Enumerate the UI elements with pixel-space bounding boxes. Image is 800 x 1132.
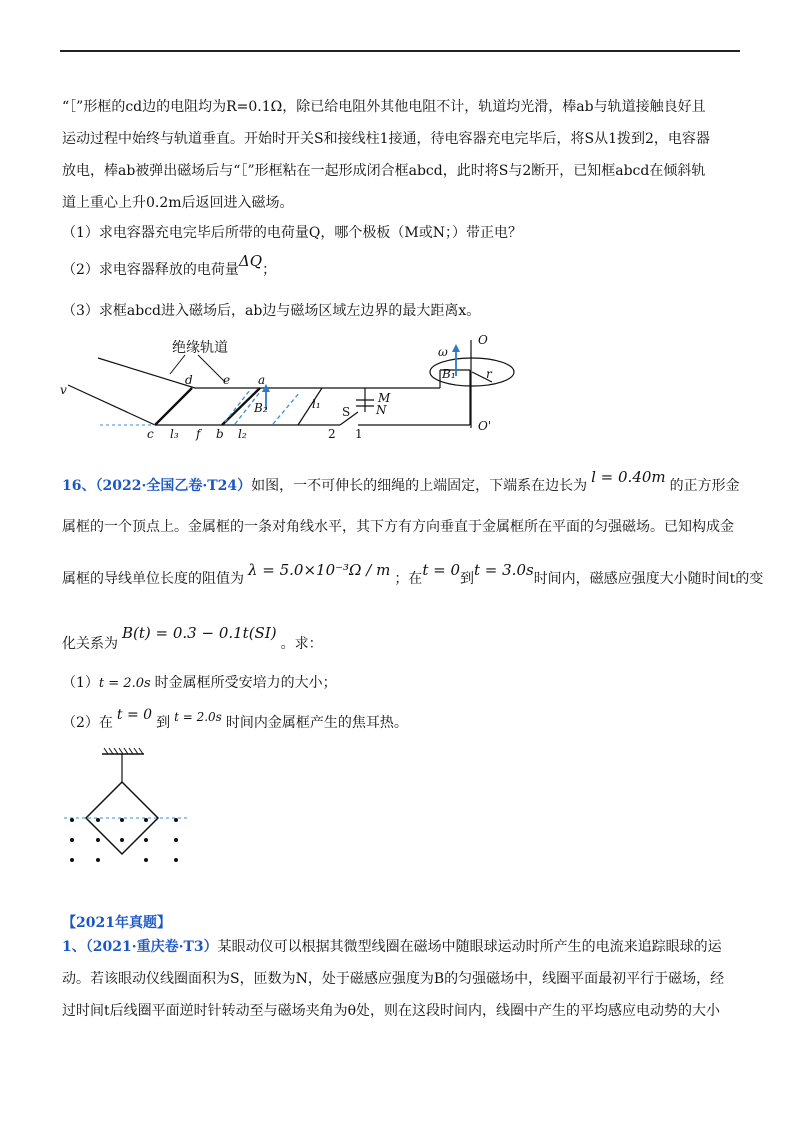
B-expr: B(t) = 0.3 − 0.1t(SI) <box>122 624 277 642</box>
label-1: 1 <box>355 427 363 441</box>
label-v: v <box>60 383 67 397</box>
delta-q: ΔQ <box>238 252 263 270</box>
label-c: c <box>147 427 154 441</box>
header-rule <box>60 50 740 52</box>
label-2: 2 <box>328 427 336 441</box>
q1-2021-line-1: 1、（2021·重庆卷·T3）某眼动仪可以根据其微型线圈在磁场中随眼球运动时所产生的电流来追踪眼球的运 <box>62 939 722 955</box>
label-f: f <box>196 427 201 441</box>
label-l3: l₃ <box>170 427 179 441</box>
prev-line-2: 运动过程中始终与轨道垂直。开始时开关S和接线柱1接通，待电容器充电完毕后，将S从1拨到2，电容器 <box>62 131 710 147</box>
label-a: a <box>258 373 266 387</box>
label-S: S <box>342 405 351 419</box>
q1-2021-line-2: 动。若该眼动仪线圈面积为S，匝数为N，处于磁感应强度为B的匀强磁场中，线圈平面最初平行于磁场，经 <box>62 971 725 987</box>
label-l2: l₂ <box>238 427 247 441</box>
side-length-expr: l = 0.40m <box>591 468 666 486</box>
label-O-prime: O' <box>478 419 492 433</box>
q16-line-4: 化关系为B(t) = 0.3 − 0.1t(SI)。求： <box>62 624 323 652</box>
square-frame-figure <box>58 744 198 869</box>
label-r: r <box>486 367 492 381</box>
prev-line-4: 道上重心上升0.2m后返回进入磁场。 <box>62 195 294 211</box>
q16-source: （2022·全国乙卷·T24） <box>95 478 252 494</box>
label-M: M <box>378 391 391 405</box>
label-B2: B₂ <box>254 401 268 415</box>
q16-number: 16、 <box>62 478 96 494</box>
prev-question-1: （1）求电容器充电完毕后所带的电荷量Q，哪个极板（M或N；）带正电？ <box>62 225 522 241</box>
prev-question-2: （2）求电容器释放的电荷量ΔQ； <box>62 252 277 278</box>
prev-line-3: 放电，棒ab被弹出磁场后与“［”形框粘在一起形成闭合框abcd，此时将S与2断开，已知框abcd在倾斜轨 <box>62 163 706 179</box>
prev-question-3: （3）求框abcd进入磁场后，ab边与磁场区域左边界的最大距离x。 <box>62 303 481 319</box>
q1-2021-line-3: 过时间t后线圈平面逆时针转动至与磁场夹角为θ处，则在这段时间内，线圈中产生的平均感应电动势的大小 <box>62 1003 721 1019</box>
year-2021-header: 【2021年真题】 <box>62 915 171 931</box>
label-b: b <box>216 427 224 441</box>
q16-sub-1: （1）t = 2.0s 时金属框所受安培力的大小； <box>62 675 337 691</box>
insulating-rail-label: 绝缘轨道 <box>172 340 228 356</box>
label-l1: l₁ <box>312 397 321 411</box>
q16-line-2: 属框的一个顶点上。金属框的一条对角线水平，其下方有方向垂直于金属框所在平面的匀强磁场。已知构成金 <box>62 519 734 535</box>
q16-line-3: 属框的导线单位长度的阻值为 λ = 5.0×10⁻³Ω / m ；在t = 0到t = 3.0s时间内，磁感应强度大小随时间t的变 <box>62 561 764 587</box>
rail-circuit-figure <box>60 330 530 450</box>
label-omega: ω <box>438 345 448 359</box>
label-e: e <box>223 373 231 387</box>
q1-2021-number: 1、 <box>62 939 86 955</box>
label-d: d <box>185 373 193 387</box>
lambda-expr: λ = 5.0×10⁻³Ω / m <box>248 561 391 579</box>
label-B1: B₁ <box>442 367 456 381</box>
t3-expr: t = 3.0s <box>474 561 534 579</box>
q1-2021-source: （2021·重庆卷·T3） <box>85 939 218 955</box>
label-O: O <box>478 333 488 347</box>
prev-line-1: “［”形框的cd边的电阻均为R=0.1Ω，除已给电阻外其他电阻不计，轨道均光滑，棒ab与轨道接触良好且 <box>62 99 706 115</box>
q16-line-1: 16、（2022·全国乙卷·T24）如图，一不可伸长的细绳的上端固定，下端系在边长为 l = 0.40m 的正方形金 <box>62 468 740 494</box>
t0-expr: t = 0 <box>422 561 460 579</box>
q16-sub-2: （2）在 t = 0 到 t = 2.0s 时间内金属框产生的焦耳热。 <box>62 707 408 731</box>
label-N: N <box>376 403 387 417</box>
